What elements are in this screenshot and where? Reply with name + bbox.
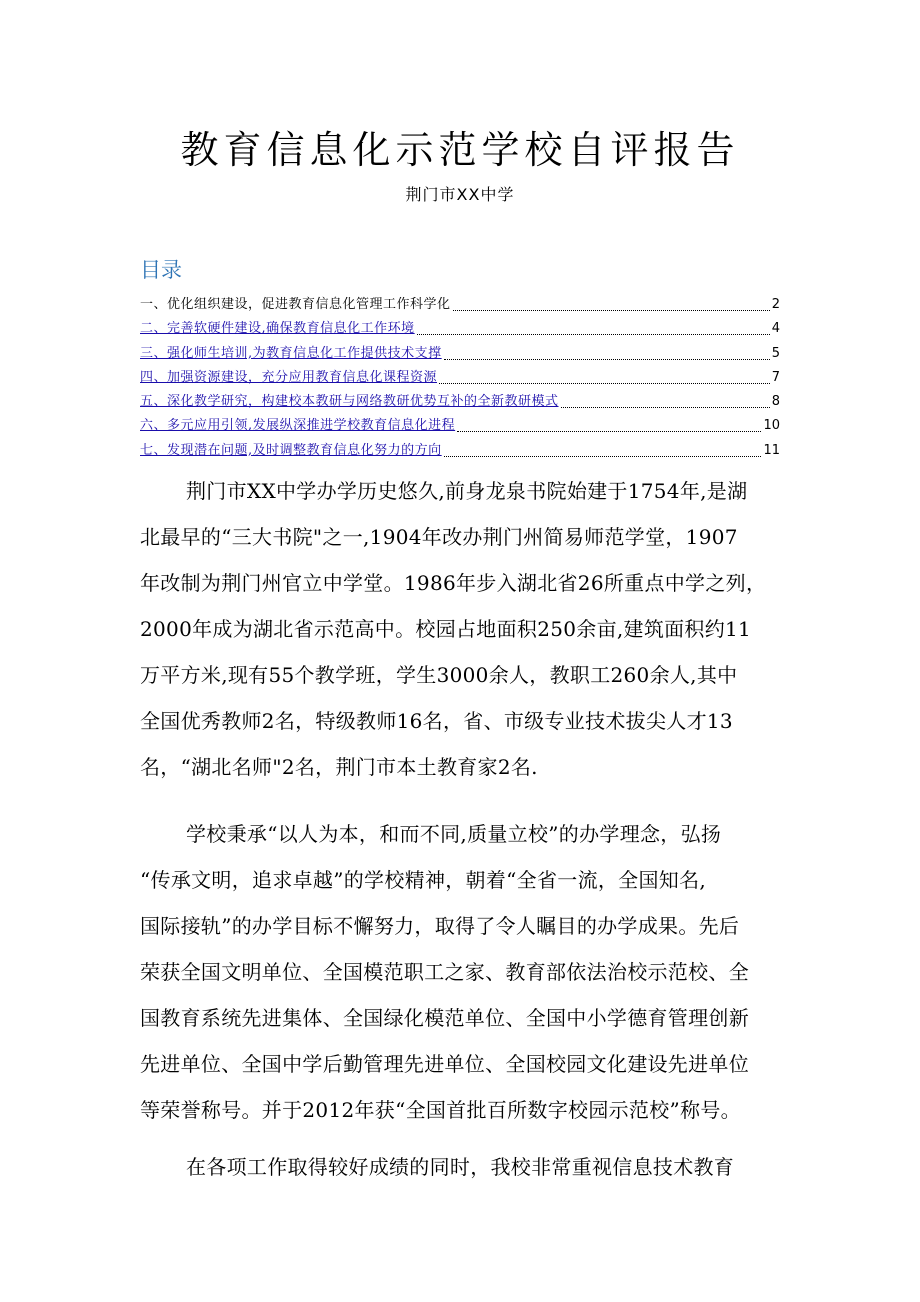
paragraph-line: 国际接轨”的办学目标不懈努力，取得了令人瞩目的办学成果。先后 <box>140 914 740 938</box>
document-subtitle: 荆门市XX中学 <box>405 185 515 204</box>
toc-entry[interactable] <box>140 342 780 366</box>
toc-entry-label: 四、加强资源建设，充分应用教育信息化课程资源 <box>140 369 438 385</box>
body-paragraph <box>140 1144 782 1190</box>
toc-entry-label: 六、多元应用引领,发展纵深推进学校教育信息化进程 <box>140 418 456 434</box>
toc-leader-dots <box>561 393 770 408</box>
toc-entry-page: 5 <box>771 345 780 361</box>
toc-leader-dots <box>444 345 770 360</box>
paragraph-line: 名，“湖北名师"2名，荆门市本土教育家2名. <box>140 755 538 779</box>
paragraph-line: 年改制为荆门州官立中学堂。1986年步入湖北省26所重点中学之列， <box>140 571 767 595</box>
toc-heading: 目录 <box>140 258 182 282</box>
paragraph-line: 学校秉承“以人为本，和而不同,质量立校”的办学理念，弘扬 <box>186 822 722 846</box>
table-of-contents <box>140 293 780 463</box>
toc-entry[interactable] <box>140 439 780 463</box>
toc-entry[interactable] <box>140 366 780 390</box>
toc-leader-dots <box>444 442 762 457</box>
toc-leader-dots <box>453 296 770 311</box>
paragraph-line: 国教育系统先进集体、全国绿化模范单位、全国中小学德育管理创新 <box>140 1006 749 1030</box>
paragraph-line: 在各项工作取得较好成绩的同时，我校非常重视信息技术教育 <box>186 1155 735 1179</box>
toc-entry-page: 2 <box>771 297 780 312</box>
toc-entry-page: 10 <box>763 418 780 434</box>
toc-leader-dots <box>417 320 770 335</box>
paragraph-line: 万平方米,现有55个教学班，学生3000余人，教职工260余人,其中 <box>140 663 738 687</box>
paragraph-line: 北最早的“三大书院"之一,1904年改办荆门州简易师范学堂，1907 <box>140 525 738 549</box>
body-paragraph <box>140 811 782 1133</box>
toc-entry[interactable] <box>140 414 780 438</box>
toc-entry-page: 4 <box>771 321 780 337</box>
paragraph-line: 先进单位、全国中学后勤管理先进单位、全国校园文化建设先进单位 <box>140 1052 749 1076</box>
paragraph-line: “传承文明，追求卓越”的学校精神，朝着“全省一流，全国知名, <box>140 868 707 892</box>
toc-entry-page: 8 <box>771 394 780 410</box>
body-paragraph <box>140 468 782 790</box>
paragraph-line: 2000年成为湖北省示范高中。校园占地面积250余亩,建筑面积约11 <box>140 617 752 641</box>
toc-entry[interactable] <box>140 293 780 317</box>
toc-entry-page: 11 <box>763 442 780 458</box>
toc-entry-label: 三、强化师生培训,为教育信息化工作提供技术支撑 <box>140 345 442 361</box>
paragraph-line: 荣获全国文明单位、全国模范职工之家、教育部依法治校示范校、全 <box>140 960 749 984</box>
paragraph-line: 全国优秀教师2名，特级教师16名，省、市级专业技术拔尖人才13 <box>140 709 733 733</box>
toc-leader-dots <box>457 417 761 432</box>
paragraph-line: 等荣誉称号。并于2012年获“全国首批百所数字校园示范校”称号。 <box>140 1098 741 1122</box>
paragraph-line: 荆门市XX中学办学历史悠久,前身龙泉书院始建于1754年,是湖 <box>186 479 748 503</box>
toc-entry-label: 一、优化组织建设，促进教育信息化管理工作科学化 <box>140 297 451 312</box>
toc-leader-dots <box>439 369 770 384</box>
toc-entry-label: 二、完善软硬件建设,确保教育信息化工作环境 <box>140 321 415 337</box>
document-title: 教育信息化示范学校自评报告 <box>180 128 740 172</box>
toc-entry-page: 7 <box>771 369 780 385</box>
toc-entry[interactable] <box>140 390 780 414</box>
toc-entry[interactable] <box>140 317 780 341</box>
toc-entry-label: 五、深化教学研究，构建校本教研与网络教研优势互补的全新教研模式 <box>140 394 559 410</box>
toc-entry-label: 七、发现潜在问题,及时调整教育信息化努力的方向 <box>140 442 442 458</box>
